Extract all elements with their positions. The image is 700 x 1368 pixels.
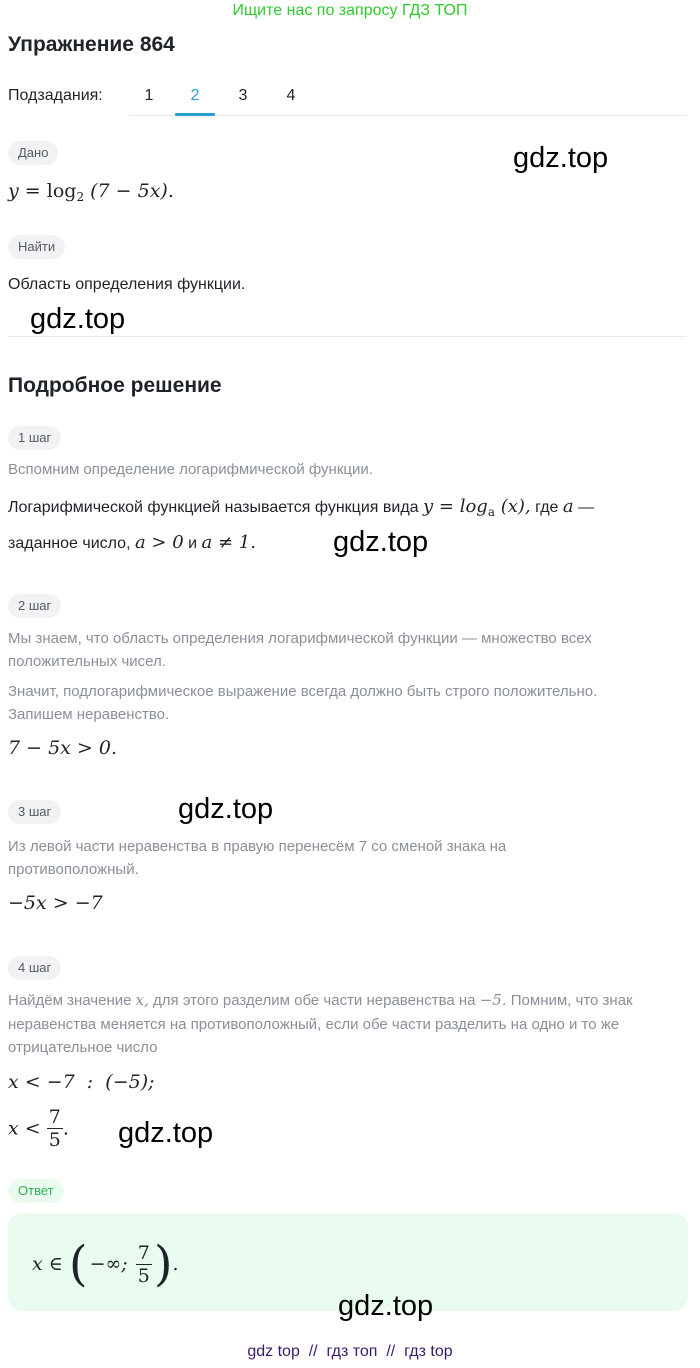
step-2-chip: 2 шаг <box>8 594 61 618</box>
step-4-formula-1: x < −7 : (−5); <box>8 1071 155 1093</box>
step-2-note-2b: Запишем неравенство. <box>8 706 170 723</box>
subtask-tab-4[interactable]: 4 <box>286 87 296 104</box>
watermark-gdz: gdz.top <box>30 303 126 335</box>
step-4-formula-2: x < $\frac{7}{5}$ . <box>8 1106 69 1151</box>
given-formula: $y = \log_2 (7 - 5x)$. <box>8 180 174 204</box>
step-4-note-2: неравенства меняется на противоположный, если обе части разделить на одно и то же <box>8 1016 620 1033</box>
fraction-7-5: $\frac{7}{5}$ <box>48 1106 61 1151</box>
search-banner[interactable]: Ищите нас по запросу ГДЗ ТОП <box>232 2 468 19</box>
watermark-gdz: gdz.top <box>338 1290 434 1322</box>
step-2-formula: 7 − 5x > 0. <box>8 737 118 759</box>
watermark-gdz: gdz.top <box>333 526 429 558</box>
page-title: Упражнение 864 <box>8 33 175 56</box>
footer-link-gdz-top-ru[interactable]: гдз топ <box>326 1343 378 1360</box>
step-3-note-1: Из левой части неравенства в правую перенесём 7 со сменой знака на <box>8 838 507 855</box>
watermark-gdz: gdz.top <box>513 142 609 174</box>
answer-fraction: $\frac{7}{5}$ <box>137 1241 150 1287</box>
step-3-chip: 3 шаг <box>8 800 61 824</box>
step-4-chip: 4 шаг <box>8 956 61 980</box>
step-1-line-2: заданное число, a > 0 и a ≠ 1. <box>8 532 256 553</box>
subtask-tab-2[interactable]: 2 <box>190 87 200 104</box>
watermark-gdz: gdz.top <box>118 1117 214 1149</box>
step-4-note-1: Найдём значение x, для этого разделим обе части неравенства на −5. Помним, что знак <box>8 991 633 1009</box>
active-tab-indicator <box>175 113 215 116</box>
answer-formula: x ∈ ( −∞; $\frac{7}{5}$ ) . <box>32 1236 179 1292</box>
subtask-tab-1[interactable]: 1 <box>144 87 154 104</box>
find-chip: Найти <box>8 235 65 259</box>
step-4-note-3: отрицательное число <box>8 1039 158 1056</box>
subtasks-label: Подзадания: <box>8 87 103 104</box>
footer-separator: // <box>308 1343 318 1360</box>
step-2-note-1: Мы знаем, что область определения логарифмической функции — множество всех <box>8 630 592 647</box>
step-3-note-1b: противоположный. <box>8 861 139 878</box>
footer-separator: // <box>386 1343 396 1360</box>
step-2-note-2: Значит, подлогарифмическое выражение всегда должно быть строго положительно. <box>8 683 598 700</box>
step-1-note: Вспомним определение логарифмической функции. <box>8 461 373 478</box>
footer-link-gdz-top-mixed[interactable]: гдз top <box>404 1343 453 1360</box>
step-3-formula: −5x > −7 <box>8 892 103 914</box>
find-text: Область определения функции. <box>8 276 246 293</box>
step-1-line-1: Логарифмической функцией называется функция вида $y = \log_a (x)$, где a — <box>8 496 595 519</box>
section-divider <box>8 336 686 337</box>
footer-link-gdz-top[interactable]: gdz top <box>247 1343 300 1360</box>
footer-links <box>0 1343 700 1361</box>
watermark-gdz: gdz.top <box>178 793 274 825</box>
step-2-note-1b: положительных чисел. <box>8 653 166 670</box>
subtask-tab-3[interactable]: 3 <box>238 87 248 104</box>
given-chip: Дано <box>8 141 58 165</box>
solution-heading: Подробное решение <box>8 374 222 397</box>
step-1-chip: 1 шаг <box>8 426 61 450</box>
answer-chip: Ответ <box>8 1179 64 1203</box>
